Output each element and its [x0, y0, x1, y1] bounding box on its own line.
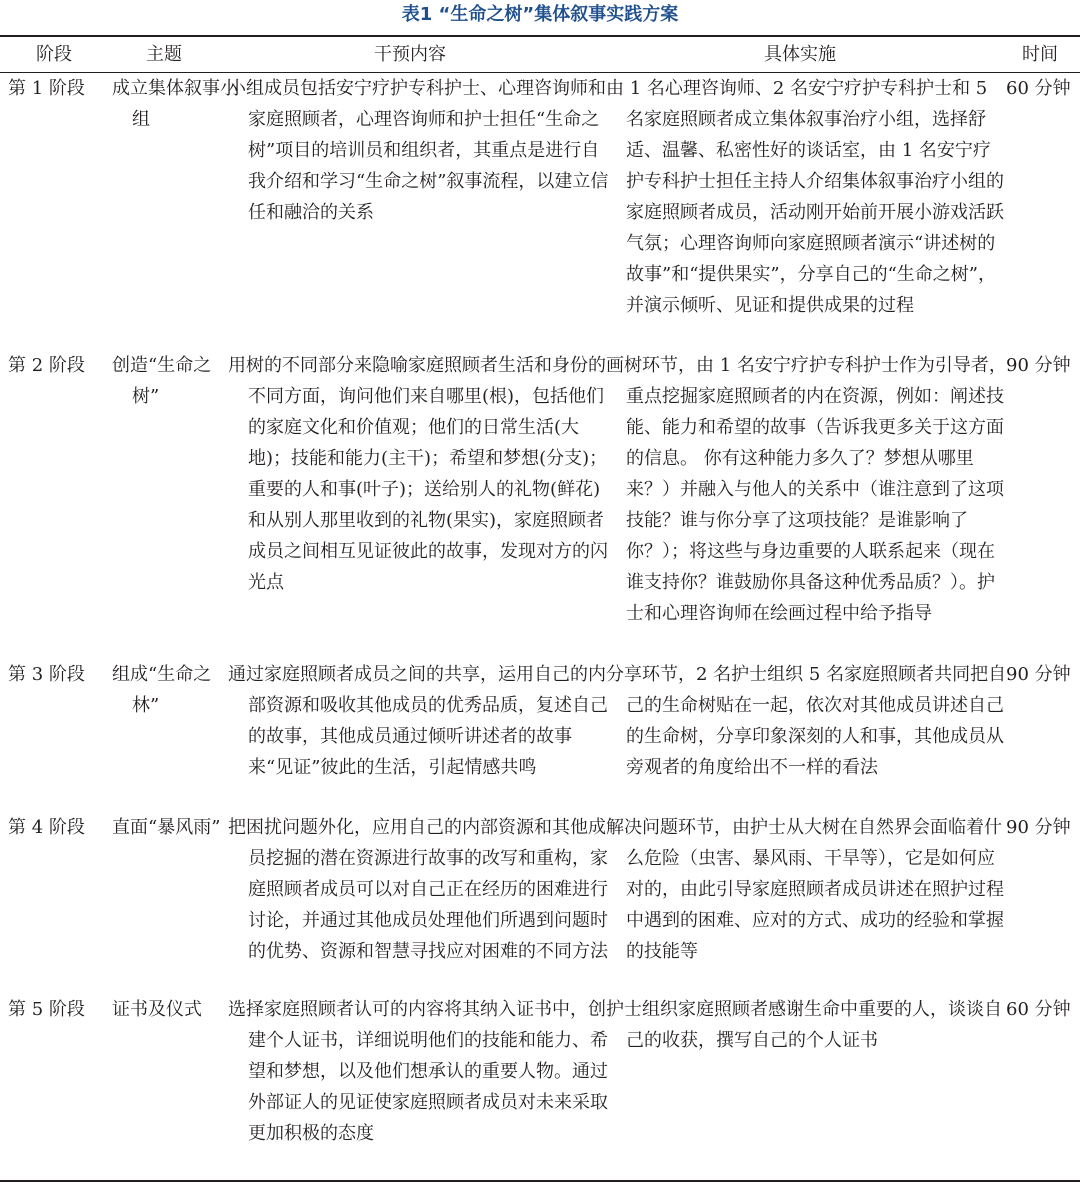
row1-intervention: 小组成员包括安宁疗护专科护士、心理咨询师和家庭照顾者，心理咨询师和护士担任“生命之树”项目的培训员和组织者，其重点是进行自我介绍和学习“生命之树”叙事流程，以建立信任和融洽的关系: [228, 78, 609, 223]
header-implementation: 具体实施: [764, 44, 836, 65]
row2-time: 90 分钟: [1006, 355, 1071, 376]
row3-intervention: 通过家庭照顾者成员之间的共享，运用自己的内部资源和吸收其他成员的优秀品质，复述自己的故事，其他成员通过倾听讲述者的故事来“见证”彼此的生活，引起情感共鸣: [228, 664, 608, 778]
row5-time: 60 分钟: [1006, 999, 1071, 1020]
row4-stage: 第 4 阶段: [8, 817, 85, 838]
row1-stage: 第 1 阶段: [8, 78, 85, 99]
header-time: 时间: [1022, 44, 1058, 65]
row1-theme: 成立集体叙事小组: [112, 78, 238, 130]
row2-theme: 创造“生命之树”: [112, 355, 212, 407]
row2-stage: 第 2 阶段: [8, 355, 85, 376]
header-intervention: 干预内容: [374, 44, 446, 65]
row4-time: 90 分钟: [1006, 817, 1071, 838]
row4-implementation: 解决问题环节，由护士从大树在自然界会面临着什么危险（虫害、暴风雨、干旱等），它是如何应对的，由此引导家庭照顾者成员讲述在照护过程中遇到的困难、应对的方式、成功的经验和掌握的技能等: [606, 817, 1004, 962]
table-caption: 表1 “生命之树”集体叙事实践方案: [401, 4, 679, 25]
row5-stage: 第 5 阶段: [8, 999, 85, 1020]
row3-time: 90 分钟: [1006, 664, 1071, 685]
row1-time: 60 分钟: [1006, 78, 1071, 99]
row3-theme: 组成“生命之林”: [112, 664, 212, 716]
bottom-rule: [0, 1180, 1080, 1182]
row3-implementation: 分享环节，2 名护士组织 5 名家庭照顾者共同把自己的生命树贴在一起，依次对其他成员讲述自己的生命树，分享印象深刻的人和事，其他成员从旁观者的角度给出不一样的看法: [606, 664, 1007, 778]
row3-stage: 第 3 阶段: [8, 664, 85, 685]
row2-intervention: 用树的不同部分来隐喻家庭照顾者生活和身份的不同方面，询问他们来自哪里(根)，包括他们的家庭文化和价值观；他们的日常生活(大地)；技能和能力(主干)；希望和梦想(分支)；重要的人和事(叶子)；送给别人的礼物(鲜花)和从别人那里收到的礼物(果实)，家庭照顾者成员之间相互见证彼此的故事，发现对方的闪光点: [228, 355, 608, 593]
row5-implementation: 护士组织家庭照顾者感谢生命中重要的人，谈谈自己的收获，撰写自己的个人证书: [606, 999, 1002, 1051]
row4-theme: 直面“暴风雨”: [112, 817, 221, 838]
row4-intervention: 把困扰问题外化，应用自己的内部资源和其他成员挖掘的潜在资源进行故事的改写和重构，家庭照顾者成员可以对自己正在经历的困难进行讨论，并通过其他成员处理他们所遇到问题时的优势、资源和智慧寻找应对困难的不同方法: [228, 817, 608, 962]
row2-implementation: 画树环节，由 1 名安宁疗护专科护士作为引导者，重点挖掘家庭照顾者的内在资源，例如：阐述技能、能力和希望的故事（告诉我更多关于这方面的信息。 你有这种能力多久了？梦想从哪里来？）并融入与他人的关系中（谁注意到了这项技能？谁与你分享了这项技能？是谁影响了你？）；将这些与身边重要的人联系起来（现在谁支持你？谁鼓励你具备这种优秀品质？）。护士和心理咨询师在绘画过程中给予指导: [606, 355, 1007, 624]
header-stage: 阶段: [36, 44, 72, 65]
row1-implementation: 由 1 名心理咨询师、2 名安宁疗护专科护士和 5 名家庭照顾者成立集体叙事治疗小组，选择舒适、温馨、私密性好的谈话室，由 1 名安宁疗护专科护士担任主持人介绍集体叙事治疗小组的家庭照顾者成员，活动刚开始前开展小游戏活跃气氛；心理咨询师向家庭照顾者演示“讲述树的故事”和“提供果实”，分享自己的“生命之树”，并演示倾听、见证和提供成果的过程: [606, 78, 1004, 316]
row5-intervention: 选择家庭照顾者认可的内容将其纳入证书中，创建个人证书，详细说明他们的技能和能力、希望和梦想，以及他们想承认的重要人物。通过外部证人的见证使家庭照顾者成员对未来采取更加积极的态度: [228, 999, 608, 1144]
header-theme: 主题: [146, 44, 182, 65]
row5-theme: 证书及仪式: [112, 999, 202, 1020]
